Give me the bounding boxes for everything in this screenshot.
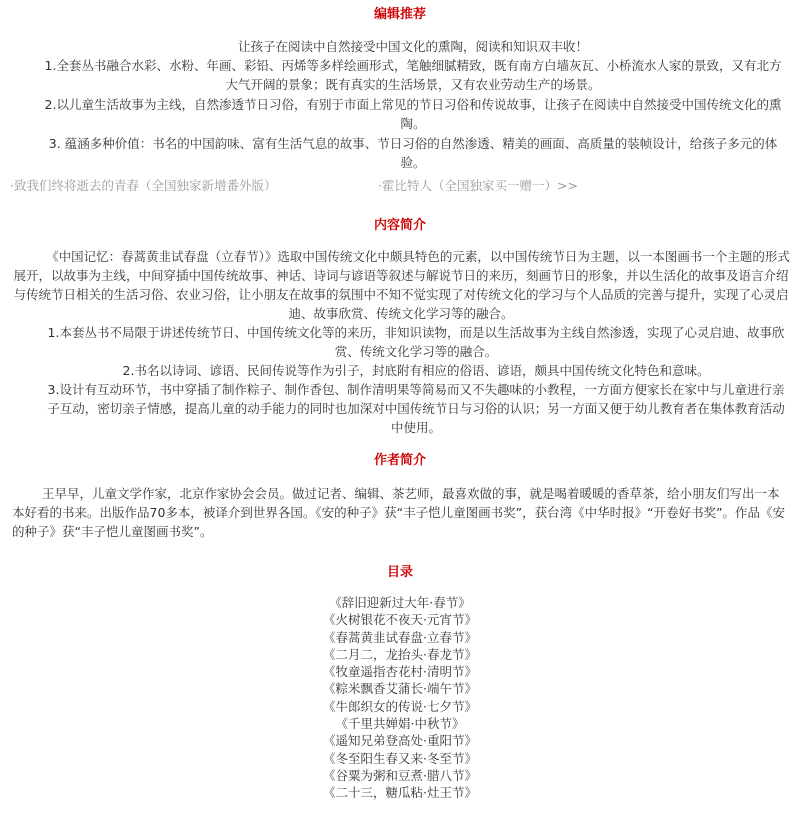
editor-pick-section (12, 6, 788, 24)
toc-section (12, 564, 788, 582)
author-intro-body (12, 484, 790, 541)
next-book-link[interactable]: ·霍比特人（全国独家买一赠一）>> (378, 178, 578, 193)
content-intro-paragraph: 《中国记忆：春蒿黄韭试春盘（立春节）》选取中国传统文化中颇具特色的元素，以中国传统节日为主题，以一本图画书一个主题的形式展开，以故事为主线，中间穿插中国传统故事、神话、诗词与谚语等叙述与解说节日的来历，刻画节日的形象，并以生活化的故事及语言介绍与传统节日相关的生活习俗、农业习俗，让小朋友在故事的氛围中不知不觉实现了对传统文化的学习与个人品质的完善与提升，实现了心灵启迪、故事欣赏、传统文化学习等的融合。 (13, 249, 790, 321)
toc-item: 《遥知兄弟登高处·重阳节》 (323, 733, 477, 749)
content-intro-item-1: 1.本套丛书不局限于讲述传统节日、中国传统文化等的来历，非知识读物，而是以生活故事为主线自然渗透，实现了心灵启迪、故事欣赏、传统文化学习等的融合。 (47, 325, 785, 359)
content-intro-body (12, 247, 790, 437)
content-intro-section (12, 217, 788, 235)
toc-title: 目录 (386, 565, 413, 580)
editor-pick-item-2: 2.以儿童生活故事为主线，自然渗透节日习俗，有别于市面上常见的节日习俗和传说故事，让孩子在阅读中自然接受中国传统文化的熏陶。 (44, 97, 782, 131)
editor-pick-lead: 让孩子在阅读中自然接受中国文化的熏陶，阅读和知识双丰收！ (237, 39, 588, 54)
content-intro-item-2: 2.书名以诗词、谚语、民间传说等作为引子，封底附有相应的俗语、谚语，颇具中国传统文化特色和意味。 (122, 363, 710, 378)
toc-item: 《冬至阳生春又来·冬至节》 (323, 750, 477, 766)
toc-item: 《牛郎织女的传说·七夕节》 (323, 698, 477, 714)
editor-pick-item-3: 3. 蕴涵多种价值：书名的中国韵味、富有生活气息的故事、节日习俗的自然渗透、精美的画面、高质量的装帧设计，给孩子多元的体验。 (48, 136, 778, 170)
editor-pick-item-1: 1.全套丛书融合水彩、水粉、年画、彩铅、丙烯等多样绘画形式，笔触细腻精致，既有南方白墙灰瓦、小桥流水人家的景致，又有北方大气开阔的景象；既有真实的生活场景，又有农业劳动生产的场景。 (44, 58, 782, 92)
author-intro-title: 作者简介 (373, 453, 426, 468)
toc-item: 《春蒿黄韭试春盘·立春节》 (323, 629, 477, 645)
toc-item: 《千里共婵娟·中秋节》 (335, 716, 465, 732)
content-intro-title: 内容简介 (373, 218, 426, 233)
prev-book-link[interactable]: ·致我们终将逝去的青春（全国独家新增番外版） (10, 178, 277, 193)
content-intro-item-3: 3.设计有互动环节，书中穿插了制作粽子、制作香包、制作清明果等简易而又不失趣味的小教程，一方面方便家长在家中与儿童进行亲子互动，密切亲子情感，提高儿童的动手能力的同时也加深对中国传统节日与习俗的认识；另一方面又便于幼儿教育者在集体教育活动中使用。 (47, 382, 785, 435)
author-intro-paragraph: 王早早，儿童文学作家，北京作家协会会员。做过记者、编辑、茶艺师，最喜欢做的事，就是喝着暖暖的香草茶，给小朋友们写出一本本好看的书来。出版作品70多本，被译介到世界各国。《安的种子》获“丰子恺儿童图画书奖”，获台湾《中华时报》“开卷好书奖”。作品《安的种子》获“丰子恺儿童图画书奖”。 (12, 486, 786, 539)
toc-item: 《火树银花不夜天·元宵节》 (323, 612, 477, 628)
toc-item: 《谷粟为粥和豆煮·腊八节》 (323, 767, 477, 783)
toc-item: 《辞旧迎新过大年·春节》 (329, 595, 471, 610)
toc-item: 《二十三，糖瓜粘·灶王节》 (323, 785, 477, 801)
toc-item: 《粽米飘香艾蒲长·端午节》 (323, 681, 477, 697)
editor-pick-title: 编辑推荐 (373, 7, 426, 22)
author-intro-section (12, 452, 788, 470)
editor-pick-body (40, 37, 786, 172)
toc-list (0, 594, 800, 802)
toc-item: 《牧童遥指杏花村·清明节》 (323, 664, 477, 680)
toc-item: 《二月二，龙抬头·春龙节》 (323, 646, 477, 662)
